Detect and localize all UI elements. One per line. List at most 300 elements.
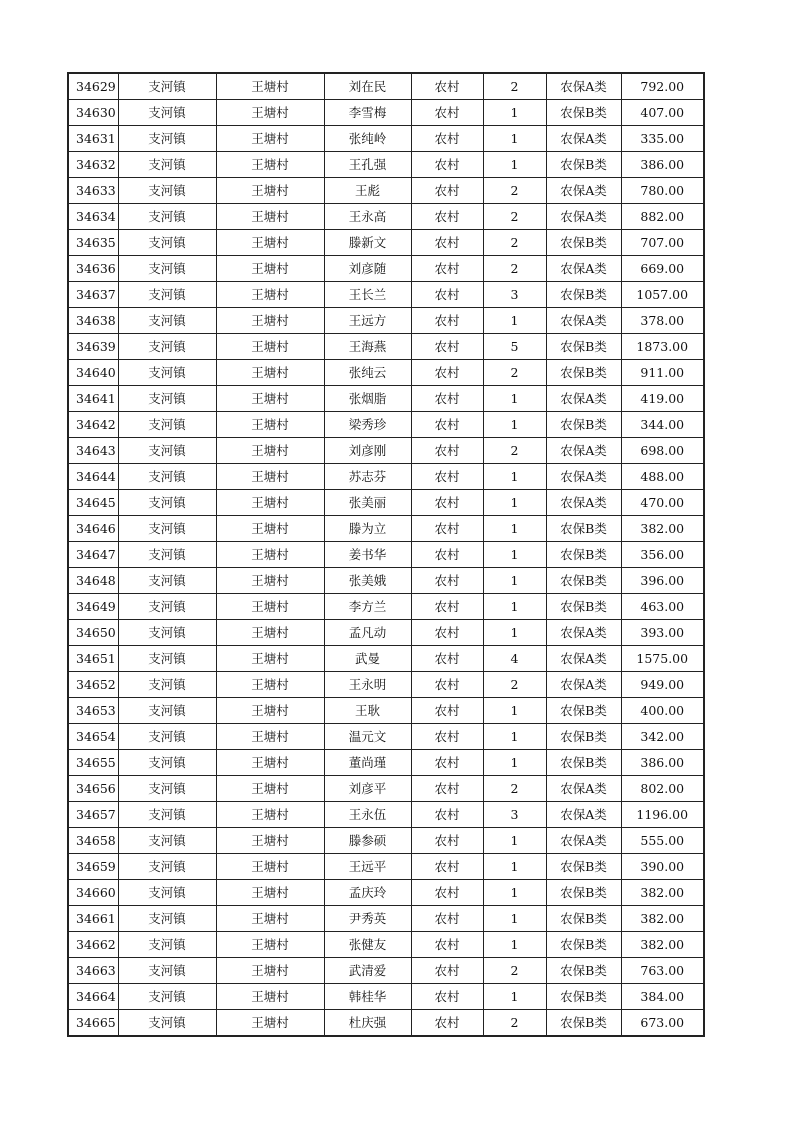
amount-cell: 382.00 (621, 906, 704, 932)
village-cell: 王塘村 (216, 620, 324, 646)
area-type-cell: 农村 (411, 204, 483, 230)
household-size-cell: 3 (483, 802, 546, 828)
table-row (68, 516, 704, 542)
record-id-cell: 34663 (68, 958, 118, 984)
category-cell: 农保A类 (546, 620, 621, 646)
table-row (68, 178, 704, 204)
amount-cell: 396.00 (621, 568, 704, 594)
area-type-cell: 农村 (411, 620, 483, 646)
amount-cell: 882.00 (621, 204, 704, 230)
category-cell: 农保A类 (546, 386, 621, 412)
name-cell: 刘彦平 (324, 776, 411, 802)
village-cell: 王塘村 (216, 282, 324, 308)
amount-cell: 342.00 (621, 724, 704, 750)
table-row (68, 776, 704, 802)
record-id-cell: 34662 (68, 932, 118, 958)
village-cell: 王塘村 (216, 802, 324, 828)
category-cell: 农保A类 (546, 490, 621, 516)
amount-cell: 335.00 (621, 126, 704, 152)
table-row (68, 230, 704, 256)
town-cell: 支河镇 (118, 880, 216, 906)
area-type-cell: 农村 (411, 802, 483, 828)
area-type-cell: 农村 (411, 776, 483, 802)
name-cell: 张健友 (324, 932, 411, 958)
household-size-cell: 2 (483, 230, 546, 256)
area-type-cell: 农村 (411, 464, 483, 490)
category-cell: 农保A类 (546, 776, 621, 802)
area-type-cell: 农村 (411, 490, 483, 516)
record-id-cell: 34653 (68, 698, 118, 724)
town-cell: 支河镇 (118, 724, 216, 750)
category-cell: 农保B类 (546, 984, 621, 1010)
table-row (68, 490, 704, 516)
table-row (68, 386, 704, 412)
category-cell: 农保B类 (546, 880, 621, 906)
category-cell: 农保B类 (546, 230, 621, 256)
amount-cell: 386.00 (621, 750, 704, 776)
record-id-cell: 34634 (68, 204, 118, 230)
name-cell: 张美娥 (324, 568, 411, 594)
area-type-cell: 农村 (411, 854, 483, 880)
town-cell: 支河镇 (118, 906, 216, 932)
village-cell: 王塘村 (216, 854, 324, 880)
household-size-cell: 2 (483, 256, 546, 282)
area-type-cell: 农村 (411, 282, 483, 308)
table-row (68, 542, 704, 568)
record-id-cell: 34629 (68, 73, 118, 100)
record-id-cell: 34648 (68, 568, 118, 594)
name-cell: 王彪 (324, 178, 411, 204)
town-cell: 支河镇 (118, 750, 216, 776)
household-size-cell: 2 (483, 1010, 546, 1037)
household-size-cell: 5 (483, 334, 546, 360)
table-row (68, 1010, 704, 1037)
town-cell: 支河镇 (118, 958, 216, 984)
category-cell: 农保B类 (546, 958, 621, 984)
category-cell: 农保B类 (546, 698, 621, 724)
area-type-cell: 农村 (411, 932, 483, 958)
name-cell: 梁秀珍 (324, 412, 411, 438)
record-id-cell: 34664 (68, 984, 118, 1010)
amount-cell: 911.00 (621, 360, 704, 386)
household-size-cell: 2 (483, 672, 546, 698)
town-cell: 支河镇 (118, 204, 216, 230)
name-cell: 王永明 (324, 672, 411, 698)
town-cell: 支河镇 (118, 100, 216, 126)
amount-cell: 707.00 (621, 230, 704, 256)
table-row (68, 204, 704, 230)
amount-cell: 792.00 (621, 73, 704, 100)
amount-cell: 763.00 (621, 958, 704, 984)
name-cell: 武曼 (324, 646, 411, 672)
town-cell: 支河镇 (118, 542, 216, 568)
town-cell: 支河镇 (118, 464, 216, 490)
category-cell: 农保A类 (546, 828, 621, 854)
category-cell: 农保B类 (546, 100, 621, 126)
table-row (68, 672, 704, 698)
area-type-cell: 农村 (411, 646, 483, 672)
village-cell: 王塘村 (216, 906, 324, 932)
record-id-cell: 34638 (68, 308, 118, 334)
record-id-cell: 34631 (68, 126, 118, 152)
amount-cell: 384.00 (621, 984, 704, 1010)
village-cell: 王塘村 (216, 464, 324, 490)
table-row (68, 308, 704, 334)
household-size-cell: 1 (483, 490, 546, 516)
village-cell: 王塘村 (216, 542, 324, 568)
village-cell: 王塘村 (216, 646, 324, 672)
name-cell: 王永伍 (324, 802, 411, 828)
village-cell: 王塘村 (216, 308, 324, 334)
category-cell: 农保B类 (546, 542, 621, 568)
town-cell: 支河镇 (118, 126, 216, 152)
town-cell: 支河镇 (118, 932, 216, 958)
table-row (68, 828, 704, 854)
name-cell: 杜庆强 (324, 1010, 411, 1037)
household-size-cell: 2 (483, 360, 546, 386)
amount-cell: 344.00 (621, 412, 704, 438)
village-cell: 王塘村 (216, 490, 324, 516)
area-type-cell: 农村 (411, 256, 483, 282)
area-type-cell: 农村 (411, 334, 483, 360)
table-row (68, 256, 704, 282)
table-row (68, 360, 704, 386)
name-cell: 温元文 (324, 724, 411, 750)
category-cell: 农保B类 (546, 932, 621, 958)
table-row (68, 594, 704, 620)
village-cell: 王塘村 (216, 984, 324, 1010)
category-cell: 农保B类 (546, 724, 621, 750)
name-cell: 董尚瑾 (324, 750, 411, 776)
table-row (68, 152, 704, 178)
village-cell: 王塘村 (216, 230, 324, 256)
name-cell: 姜书华 (324, 542, 411, 568)
table-row (68, 282, 704, 308)
amount-cell: 1196.00 (621, 802, 704, 828)
town-cell: 支河镇 (118, 386, 216, 412)
amount-cell: 390.00 (621, 854, 704, 880)
table-row (68, 698, 704, 724)
town-cell: 支河镇 (118, 438, 216, 464)
amount-cell: 1057.00 (621, 282, 704, 308)
household-size-cell: 1 (483, 984, 546, 1010)
village-cell: 王塘村 (216, 672, 324, 698)
record-id-cell: 34656 (68, 776, 118, 802)
name-cell: 孟庆玲 (324, 880, 411, 906)
household-size-cell: 2 (483, 958, 546, 984)
village-cell: 王塘村 (216, 438, 324, 464)
record-id-cell: 34660 (68, 880, 118, 906)
record-id-cell: 34654 (68, 724, 118, 750)
amount-cell: 669.00 (621, 256, 704, 282)
village-cell: 王塘村 (216, 880, 324, 906)
amount-cell: 802.00 (621, 776, 704, 802)
village-cell: 王塘村 (216, 412, 324, 438)
table-row (68, 438, 704, 464)
table-row (68, 646, 704, 672)
household-size-cell: 1 (483, 724, 546, 750)
village-cell: 王塘村 (216, 828, 324, 854)
record-id-cell: 34651 (68, 646, 118, 672)
area-type-cell: 农村 (411, 126, 483, 152)
village-cell: 王塘村 (216, 256, 324, 282)
town-cell: 支河镇 (118, 178, 216, 204)
name-cell: 王长兰 (324, 282, 411, 308)
household-size-cell: 1 (483, 412, 546, 438)
area-type-cell: 农村 (411, 1010, 483, 1037)
household-size-cell: 1 (483, 542, 546, 568)
area-type-cell: 农村 (411, 542, 483, 568)
town-cell: 支河镇 (118, 828, 216, 854)
town-cell: 支河镇 (118, 646, 216, 672)
area-type-cell: 农村 (411, 724, 483, 750)
table-row (68, 932, 704, 958)
town-cell: 支河镇 (118, 698, 216, 724)
town-cell: 支河镇 (118, 308, 216, 334)
record-id-cell: 34630 (68, 100, 118, 126)
area-type-cell: 农村 (411, 984, 483, 1010)
village-cell: 王塘村 (216, 178, 324, 204)
household-size-cell: 1 (483, 594, 546, 620)
name-cell: 滕新文 (324, 230, 411, 256)
table-row (68, 73, 704, 100)
town-cell: 支河镇 (118, 854, 216, 880)
amount-cell: 1873.00 (621, 334, 704, 360)
name-cell: 李方兰 (324, 594, 411, 620)
amount-cell: 1575.00 (621, 646, 704, 672)
village-cell: 王塘村 (216, 958, 324, 984)
table-body (68, 73, 704, 1036)
town-cell: 支河镇 (118, 672, 216, 698)
area-type-cell: 农村 (411, 672, 483, 698)
household-size-cell: 2 (483, 178, 546, 204)
amount-cell: 400.00 (621, 698, 704, 724)
category-cell: 农保B类 (546, 516, 621, 542)
category-cell: 农保B类 (546, 282, 621, 308)
category-cell: 农保A类 (546, 73, 621, 100)
record-id-cell: 34665 (68, 1010, 118, 1037)
category-cell: 农保B类 (546, 750, 621, 776)
village-cell: 王塘村 (216, 1010, 324, 1037)
town-cell: 支河镇 (118, 802, 216, 828)
record-id-cell: 34641 (68, 386, 118, 412)
town-cell: 支河镇 (118, 230, 216, 256)
record-id-cell: 34645 (68, 490, 118, 516)
town-cell: 支河镇 (118, 984, 216, 1010)
amount-cell: 382.00 (621, 516, 704, 542)
table-row (68, 568, 704, 594)
record-id-cell: 34639 (68, 334, 118, 360)
household-size-cell: 1 (483, 750, 546, 776)
name-cell: 滕参硕 (324, 828, 411, 854)
record-id-cell: 34637 (68, 282, 118, 308)
name-cell: 尹秀英 (324, 906, 411, 932)
household-size-cell: 1 (483, 906, 546, 932)
record-id-cell: 34659 (68, 854, 118, 880)
area-type-cell: 农村 (411, 750, 483, 776)
category-cell: 农保A类 (546, 672, 621, 698)
table-row (68, 100, 704, 126)
record-id-cell: 34657 (68, 802, 118, 828)
table-row (68, 750, 704, 776)
table-row (68, 880, 704, 906)
area-type-cell: 农村 (411, 178, 483, 204)
amount-cell: 463.00 (621, 594, 704, 620)
amount-cell: 382.00 (621, 932, 704, 958)
category-cell: 农保A类 (546, 256, 621, 282)
name-cell: 王耿 (324, 698, 411, 724)
area-type-cell: 农村 (411, 698, 483, 724)
category-cell: 农保B类 (546, 854, 621, 880)
name-cell: 刘彦随 (324, 256, 411, 282)
household-size-cell: 1 (483, 386, 546, 412)
household-size-cell: 1 (483, 152, 546, 178)
record-id-cell: 34635 (68, 230, 118, 256)
household-size-cell: 2 (483, 73, 546, 100)
area-type-cell: 农村 (411, 880, 483, 906)
record-id-cell: 34661 (68, 906, 118, 932)
town-cell: 支河镇 (118, 360, 216, 386)
area-type-cell: 农村 (411, 308, 483, 334)
amount-cell: 488.00 (621, 464, 704, 490)
household-size-cell: 1 (483, 126, 546, 152)
category-cell: 农保B类 (546, 334, 621, 360)
category-cell: 农保A类 (546, 126, 621, 152)
area-type-cell: 农村 (411, 828, 483, 854)
category-cell: 农保A类 (546, 802, 621, 828)
name-cell: 武清爱 (324, 958, 411, 984)
name-cell: 张纯岭 (324, 126, 411, 152)
name-cell: 张纯云 (324, 360, 411, 386)
name-cell: 王孔强 (324, 152, 411, 178)
area-type-cell: 农村 (411, 386, 483, 412)
household-size-cell: 1 (483, 828, 546, 854)
area-type-cell: 农村 (411, 438, 483, 464)
household-size-cell: 2 (483, 204, 546, 230)
town-cell: 支河镇 (118, 776, 216, 802)
name-cell: 滕为立 (324, 516, 411, 542)
village-cell: 王塘村 (216, 204, 324, 230)
table-row (68, 334, 704, 360)
record-id-cell: 34655 (68, 750, 118, 776)
village-cell: 王塘村 (216, 750, 324, 776)
household-size-cell: 1 (483, 100, 546, 126)
amount-cell: 673.00 (621, 1010, 704, 1037)
household-size-cell: 1 (483, 464, 546, 490)
area-type-cell: 农村 (411, 412, 483, 438)
household-size-cell: 2 (483, 438, 546, 464)
household-size-cell: 3 (483, 282, 546, 308)
area-type-cell: 农村 (411, 73, 483, 100)
record-id-cell: 34633 (68, 178, 118, 204)
record-id-cell: 34652 (68, 672, 118, 698)
record-id-cell: 34647 (68, 542, 118, 568)
category-cell: 农保A类 (546, 438, 621, 464)
town-cell: 支河镇 (118, 282, 216, 308)
town-cell: 支河镇 (118, 73, 216, 100)
village-cell: 王塘村 (216, 100, 324, 126)
amount-cell: 555.00 (621, 828, 704, 854)
category-cell: 农保B类 (546, 906, 621, 932)
village-cell: 王塘村 (216, 360, 324, 386)
table-row (68, 984, 704, 1010)
area-type-cell: 农村 (411, 360, 483, 386)
category-cell: 农保A类 (546, 464, 621, 490)
table-row (68, 958, 704, 984)
name-cell: 王永高 (324, 204, 411, 230)
town-cell: 支河镇 (118, 334, 216, 360)
category-cell: 农保A类 (546, 308, 621, 334)
area-type-cell: 农村 (411, 906, 483, 932)
name-cell: 王远平 (324, 854, 411, 880)
record-id-cell: 34632 (68, 152, 118, 178)
amount-cell: 386.00 (621, 152, 704, 178)
village-cell: 王塘村 (216, 724, 324, 750)
household-size-cell: 1 (483, 620, 546, 646)
record-id-cell: 34642 (68, 412, 118, 438)
area-type-cell: 农村 (411, 958, 483, 984)
category-cell: 农保B类 (546, 412, 621, 438)
name-cell: 王海燕 (324, 334, 411, 360)
amount-cell: 698.00 (621, 438, 704, 464)
name-cell: 王远方 (324, 308, 411, 334)
village-cell: 王塘村 (216, 698, 324, 724)
town-cell: 支河镇 (118, 256, 216, 282)
record-id-cell: 34650 (68, 620, 118, 646)
table-row (68, 724, 704, 750)
category-cell: 农保A类 (546, 204, 621, 230)
village-cell: 王塘村 (216, 152, 324, 178)
table-row (68, 854, 704, 880)
name-cell: 韩桂华 (324, 984, 411, 1010)
area-type-cell: 农村 (411, 230, 483, 256)
table-row (68, 802, 704, 828)
village-cell: 王塘村 (216, 776, 324, 802)
area-type-cell: 农村 (411, 594, 483, 620)
table-row (68, 620, 704, 646)
household-size-cell: 1 (483, 698, 546, 724)
record-id-cell: 34658 (68, 828, 118, 854)
category-cell: 农保B类 (546, 594, 621, 620)
amount-cell: 356.00 (621, 542, 704, 568)
name-cell: 刘在民 (324, 73, 411, 100)
amount-cell: 470.00 (621, 490, 704, 516)
town-cell: 支河镇 (118, 516, 216, 542)
category-cell: 农保B类 (546, 568, 621, 594)
table-row (68, 464, 704, 490)
amount-cell: 378.00 (621, 308, 704, 334)
area-type-cell: 农村 (411, 568, 483, 594)
household-size-cell: 1 (483, 308, 546, 334)
amount-cell: 407.00 (621, 100, 704, 126)
category-cell: 农保B类 (546, 360, 621, 386)
village-cell: 王塘村 (216, 386, 324, 412)
name-cell: 刘彦刚 (324, 438, 411, 464)
table-row (68, 126, 704, 152)
town-cell: 支河镇 (118, 152, 216, 178)
name-cell: 张烟脂 (324, 386, 411, 412)
town-cell: 支河镇 (118, 594, 216, 620)
village-cell: 王塘村 (216, 516, 324, 542)
name-cell: 李雪梅 (324, 100, 411, 126)
household-size-cell: 4 (483, 646, 546, 672)
village-cell: 王塘村 (216, 932, 324, 958)
amount-cell: 419.00 (621, 386, 704, 412)
amount-cell: 780.00 (621, 178, 704, 204)
category-cell: 农保B类 (546, 1010, 621, 1037)
village-cell: 王塘村 (216, 73, 324, 100)
category-cell: 农保B类 (546, 152, 621, 178)
